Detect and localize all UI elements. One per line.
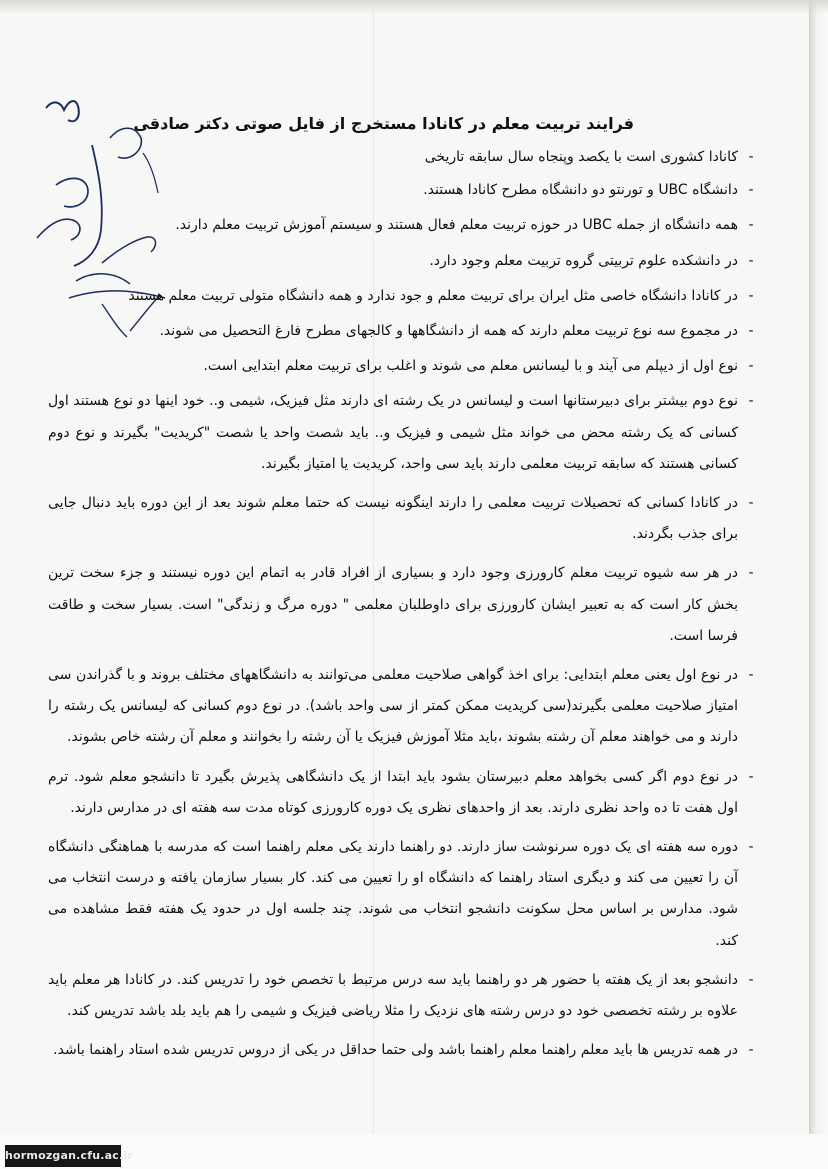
list-item — [48, 351, 754, 382]
bullet-dash: - — [748, 358, 754, 375]
bullet-dash: - — [748, 667, 754, 684]
bullet-dash: - — [748, 839, 754, 856]
list-item — [48, 281, 754, 312]
bullet-dash: - — [748, 971, 754, 988]
list-item — [48, 386, 754, 480]
scan-top-shadow — [0, 0, 828, 14]
bullet-dash: - — [748, 495, 754, 512]
document-body — [48, 142, 754, 1074]
list-item — [48, 142, 754, 173]
list-item — [48, 210, 754, 241]
list-item-text: دانشجو بعد از یک هفته با حضور هر دو راهنما باید سه درس مرتبط با تخصص خود را تدریس کند. در کانادا هر معلم باید علاوه بر رشته تخصصی خود دو درس رشته های نزدیک را مثلا ریاضی فیزیک و شیمی را هم باید بلد باشد تدریس کند. — [48, 971, 738, 1020]
list-item — [48, 1035, 754, 1066]
bullet-dash: - — [748, 393, 754, 410]
list-item-text: در نوع دوم اگر کسی بخواهد معلم دبیرستان بشود باید ابتدا از یک دانشگاهی پذیرش بگیرد تا دانشجو معلم شود. ترم اول هفت تا ده واحد نظری دارند. بعد از واحدهای نظری یک دوره کارورزی کوتاه مدت سه هفته ای در مدارس دارند. — [48, 768, 738, 816]
list-item — [48, 316, 754, 347]
list-item — [48, 965, 754, 1027]
list-item-text: همه دانشگاه از جمله UBC در حوزه تربیت معلم فعال هستند و سیستم آموزش تربیت معلم دارند. — [175, 217, 738, 234]
list-item-text: در کانادا کسانی که تحصیلات تربیت معلمی را دارند اینگونه نیست که حتما معلم شوند بعد از این دوره باید دنبال جایی برای جذب بگردند. — [48, 495, 738, 543]
list-item — [48, 660, 754, 754]
page-right-edge — [810, 0, 828, 1169]
list-item-text: دانشگاه UBC و تورنتو دو دانشگاه مطرح کانادا هستند. — [423, 182, 738, 199]
bullet-dash: - — [748, 252, 754, 269]
bullet-dash: - — [748, 287, 754, 304]
bullet-dash: - — [748, 217, 754, 234]
list-item-text: نوع اول از دیپلم می آیند و با لیسانس معلم می شوند و اغلب برای تربیت معلم ابتدایی است. — [203, 358, 738, 375]
list-item-text: در نوع اول یعنی معلم ابتدایی: برای اخذ گواهی صلاحیت معلمی می‌توانند به دانشگاههای مختلف بروند و با گذراندن سی امتیاز صلاحیت معلمی بگیرند(سی کریدیت ممکن کمتر از سی واحد باشد). در نوع دوم کسانی که لیسانس یک رشته را دارند و می خواهند معلم آن رشته بشوند ،باید مثلا آموزش فیزیک یا آن رشته را بخوانند و معلم آن رشته خاص بشوند. — [48, 667, 738, 746]
list-item-text: کانادا کشوری است با یکصد وپنجاه سال سابقه تاریخی — [424, 149, 738, 165]
list-item-text: در مجموع سه نوع تربیت معلم دارند که همه از دانشگاهها و کالجهای مطرح فارغ التحصیل می شوند. — [159, 323, 738, 340]
list-item-text: در دانشکده علوم تربیتی گروه تربیت معلم وجود دارد. — [429, 252, 738, 269]
list-item-text: در همه تدریس ها باید معلم راهنما معلم راهنما باشد ولی حتما حداقل در یکی از دروس تدریس شده استاد راهنما باشد. — [53, 1042, 738, 1059]
document-title: فرایند تربیت معلم در کانادا مستخرج از فایل صوتی دکتر صادقی — [133, 114, 634, 133]
list-item — [48, 558, 754, 652]
bullet-dash: - — [748, 565, 754, 582]
bullet-dash: - — [748, 768, 754, 785]
list-item-text: در کانادا دانشگاه خاصی مثل ایران برای تربیت معلم و جود ندارد و همه دانشگاه متولی تربیت معلم هستند — [128, 287, 738, 304]
list-item-text: در هر سه شیوه تربیت معلم کارورزی وجود دارد و بسیاری از افراد قادر به اتمام این دوره نیستند و جزء سخت ترین بخش کار است که به تعبیر ایشان کارورزی برای داوطلبان معلمی " دوره مرگ و زندگی" است. بسیار سخت و طاقت فرسا است. — [48, 565, 738, 644]
bullet-dash: - — [748, 182, 754, 199]
list-item — [48, 246, 754, 277]
list-item-text: دوره سه هفته ای یک دوره سرنوشت ساز دارند. دو راهنما دارند یکی معلم راهنما است که مدرسه با هماهنگی دانشگاه آن را تعیین می کند و دیگری استاد راهنما که دانشگاه او را تعیین می کند. کار بسیار سازمان یافته و درست انتخاب می شود. مدارس بر اساس محل سکونت دانشجو انتخاب می شوند. چند جلسه اول در حدود یک هفته فقط مشاهده می کند. — [48, 839, 738, 949]
list-item-text: نوع دوم بیشتر برای دبیرستانها است و لیسانس در یک رشته ای دارند مثل فیزیک، شیمی و.. خود اینها دو نوع هستند اول کسانی که یک رشته محض می خواند مثل شیمی و فیزیک و.. باید شصت واحد یا شصت "کریدیت" بگیرند و نوع دوم کسانی هستند که سابقه تربیت معلمی دارند باید سی واحد، کریدیت یا امتیاز بگیرند. — [48, 393, 738, 472]
list-item — [48, 832, 754, 957]
bullet-dash: - — [748, 323, 754, 340]
bullet-dash: - — [748, 149, 754, 165]
bullet-dash: - — [748, 1042, 754, 1059]
list-item — [48, 762, 754, 824]
website-watermark: hormozgan.cfu.ac.ir — [5, 1145, 121, 1167]
list-item — [48, 488, 754, 550]
list-item — [48, 175, 754, 206]
